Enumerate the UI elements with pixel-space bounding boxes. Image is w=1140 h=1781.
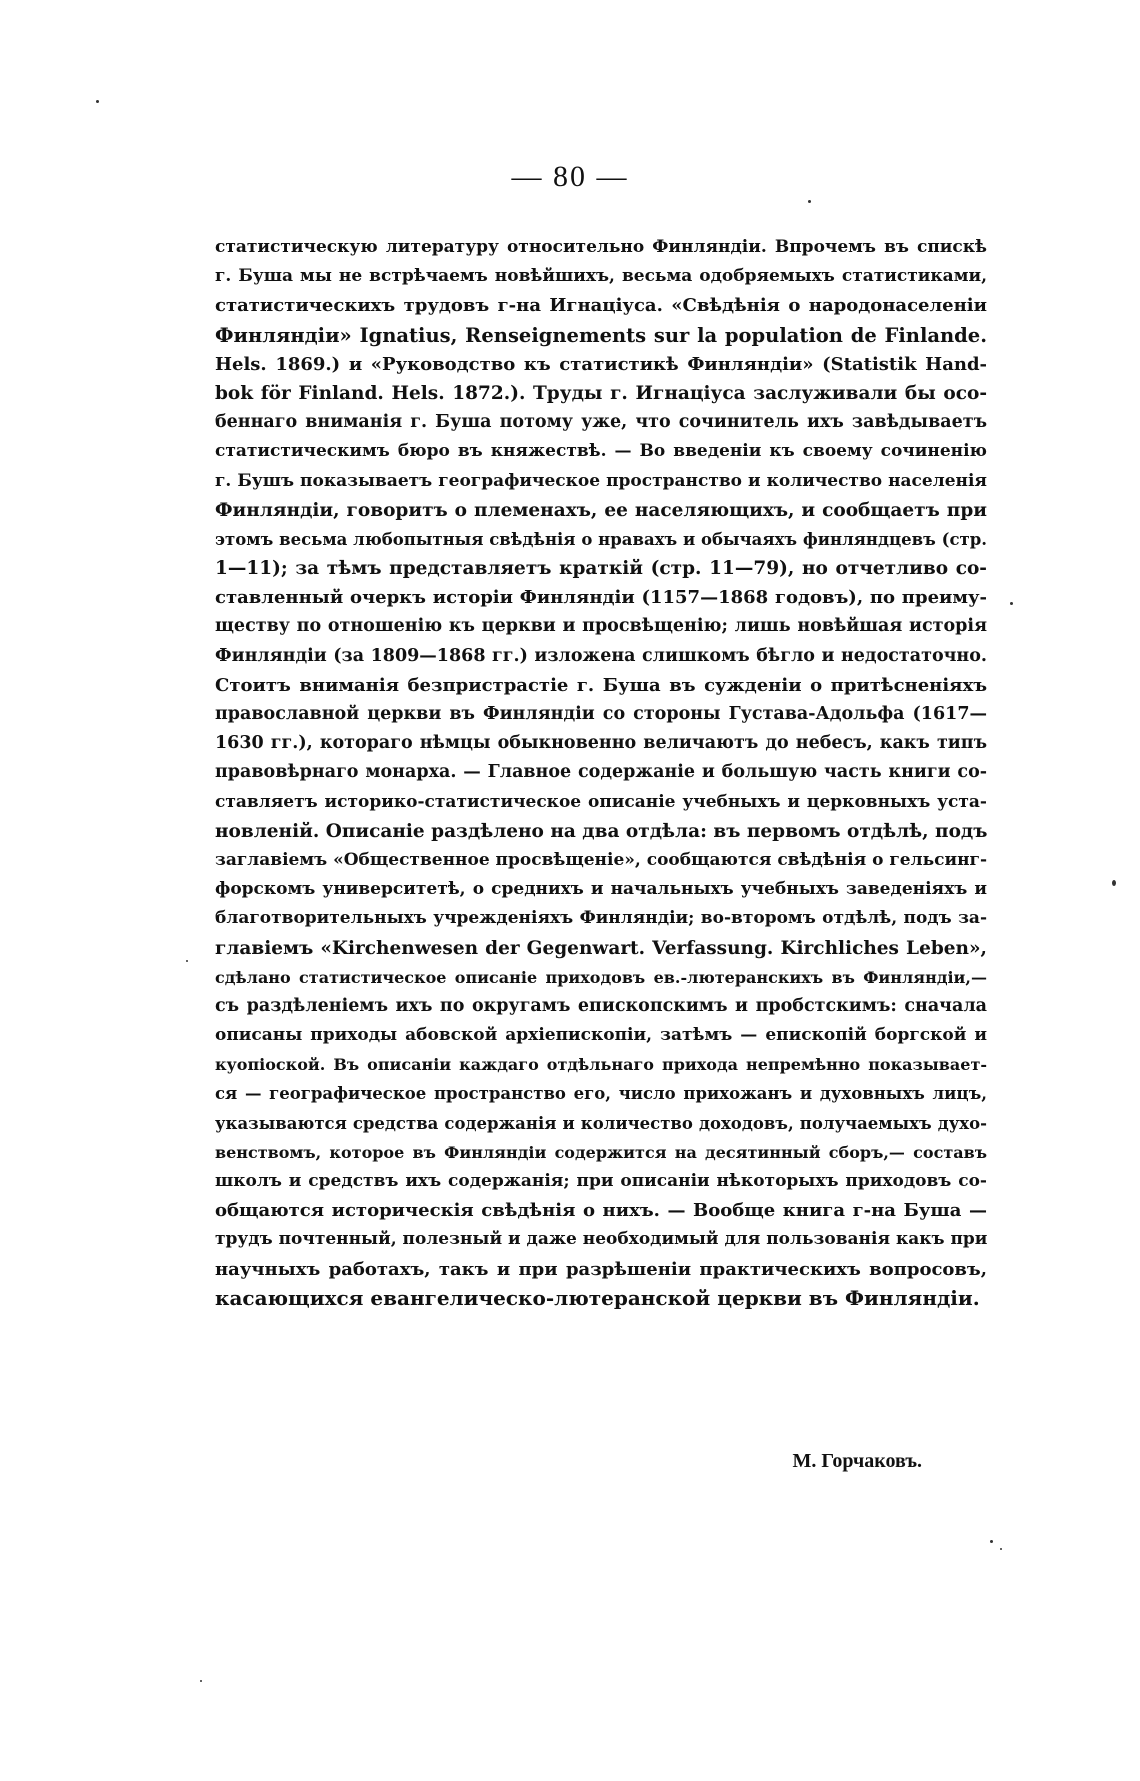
text-line: описаны приходы абовской архіепископіи, затѣмъ — епископій боргской и (215, 1025, 987, 1046)
text-line: ставляетъ историко-статистическое описаніе учебныхъ и церковныхъ уста- (215, 791, 987, 812)
text-line: 1—11); за тѣмъ представляетъ краткій (стр. 11—79), но отчетливо со- (215, 558, 987, 580)
text-line: статистическихъ трудовъ г-на Игнаціуса. «Свѣдѣнія о народонаселеніи (215, 295, 987, 317)
text-line: касающихся евангелическо-лютеранской церкви въ Финляндіи. (215, 1285, 980, 1310)
text-line: съ раздѣленіемъ ихъ по округамъ епископскимъ и пробстскимъ: сначала (215, 995, 987, 1016)
text-line: ставленный очеркъ исторіи Финляндіи (1157—1868 годовъ), по преиму- (215, 587, 987, 609)
text-line: венствомъ, которое въ Финляндіи содержится на десятинный сборъ,— составъ (215, 1142, 987, 1162)
scan-speck (1010, 602, 1013, 605)
text-line: г. Буша мы не встрѣчаемъ новѣйшихъ, весьма одобряемыхъ статистиками, (215, 266, 987, 287)
scan-speck (808, 200, 811, 203)
text-line: ществу по отношенію къ церкви и просвѣщенію; лишь новѣйшая исторія (215, 616, 987, 637)
text-line: форскомъ университетѣ, о среднихъ и начальныхъ учебныхъ заведеніяхъ и (215, 879, 987, 900)
text-line: статистическую литературу относительно Финляндіи. Впрочемъ въ спискѣ (215, 237, 987, 257)
author-signature: М. Горчаковъ. (792, 1450, 922, 1472)
text-line: г. Бушъ показываетъ географическое пространство и количество населенія (215, 470, 987, 491)
text-line: Стоитъ вниманія безпристрастіе г. Буша въ сужденіи о притѣсненіяхъ (215, 674, 987, 696)
text-line: Финляндіи» Ignatius, Renseignements sur la population de Finlande. (215, 323, 987, 347)
text-line: этомъ весьма любопытныя свѣдѣнія о нравахъ и обычаяхъ финляндцевъ (стр. (215, 529, 987, 549)
text-line: bok för Finland. Hels. 1872.). Труды г. Игнаціуса заслуживали бы осо- (215, 382, 987, 404)
text-line: научныхъ работахъ, такъ и при разрѣшеніи практическихъ вопросовъ, (215, 1258, 987, 1280)
text-line: Финляндіи (за 1809—1868 гг.) изложена слишкомъ бѣгло и недостаточно. (215, 645, 987, 666)
scan-speck (990, 1540, 993, 1543)
text-line: сдѣлано статистическое описаніе приходовъ ев.-лютеранскихъ въ Финляндіи,— (215, 967, 987, 987)
scan-speck (186, 960, 188, 962)
text-line: правовѣрнаго монарха. — Главное содержаніе и большую часть книги со- (215, 762, 987, 783)
text-line: православной церкви въ Финляндіи со стороны Густава-Адольфа (1617— (215, 704, 987, 724)
scan-speck (200, 1680, 202, 1682)
text-line: статистическимъ бюро въ княжествѣ. — Во введеніи къ своему сочиненію (215, 441, 987, 462)
text-line: ся — географическое пространство его, число прихожанъ и духовныхъ лицъ, (215, 1084, 987, 1104)
page-number: — 80 — (511, 160, 629, 193)
text-line: благотворительныхъ учрежденіяхъ Финляндіи; во-второмъ отдѣлѣ, подъ за- (215, 908, 987, 929)
text-line: общаются историческія свѣдѣнія о нихъ. — Вообще книга г-на Буша — (215, 1200, 987, 1222)
text-line: 1630 гг.), котораго нѣмцы обыкновенно величаютъ до небесъ, какъ типъ (215, 733, 987, 754)
text-line: главіемъ «Kirchenwesen der Gegenwart. Verfassung. Kirchliches Leben», (215, 937, 987, 959)
scan-speck (1112, 880, 1116, 886)
text-line: куопіоской. Въ описаніи каждаго отдѣльнаго прихода непремѣнно показывает- (215, 1055, 987, 1075)
text-line: школъ и средствъ ихъ содержанія; при описаніи нѣкоторыхъ приходовъ со- (215, 1171, 987, 1191)
text-line: Финляндіи, говоритъ о племенахъ, ее населяющихъ, и сообщаетъ при (215, 499, 987, 521)
text-line: беннаго вниманія г. Буша потому уже, что сочинитель ихъ завѣдываетъ (215, 412, 987, 433)
text-line: новленій. Описаніе раздѣлено на два отдѣла: въ первомъ отдѣлѣ, подъ (215, 820, 987, 842)
scan-speck (96, 100, 99, 103)
text-line: заглавіемъ «Общественное просвѣщеніе», сообщаются свѣдѣнія о гельсинг- (215, 849, 987, 870)
body-text (215, 233, 987, 1313)
text-line: трудъ почтенный, полезный и даже необходимый для пользованія какъ при (215, 1229, 987, 1250)
text-line: Hels. 1869.) и «Руководство къ статистикѣ Финляндіи» (Statistik Hand- (215, 353, 987, 375)
scan-speck (1000, 1548, 1002, 1550)
text-line: указываются средства содержанія и количество доходовъ, получаемыхъ духо- (215, 1113, 987, 1133)
